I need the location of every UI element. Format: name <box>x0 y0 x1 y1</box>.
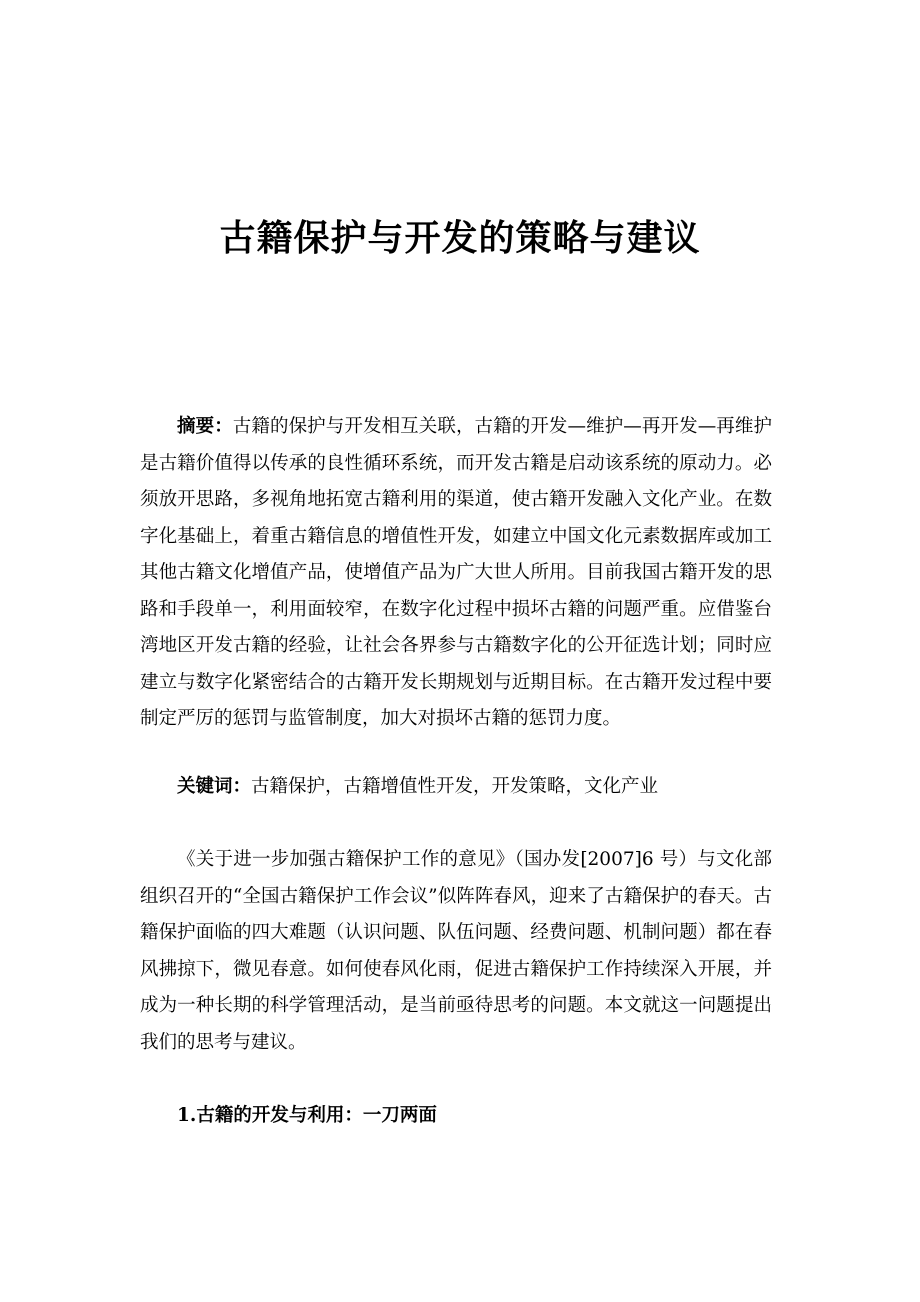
keywords-text: 古籍保护，古籍增值性开发，开发策略，文化产业 <box>251 776 659 797</box>
keywords-paragraph <box>140 769 772 806</box>
section-heading: 1.古籍的开发与利用：一刀两面 <box>177 1105 437 1126</box>
abstract-paragraph <box>140 409 772 738</box>
intro-paragraph: 《关于进一步加强古籍保护工作的意见》（国办发[2007]6 号）与文化部组织召开的“全国古籍保护工作会议”似阵阵春风，迎来了古籍保护的春天。古籍保护面临的四大难题（认识问题、队伍问题、经费问题、机制问题）都在春风拂掠下，微见春意。如何使春风化雨，促进古籍保护工作持续深入开展，并成为一种长期的科学管理活动，是当前亟待思考的问题。本文就这一问题提出我们的思考与建议。 <box>140 849 772 1053</box>
abstract-text: 古籍的保护与开发相互关联，古籍的开发—维护—再开发—再维护是古籍价值得以传承的良性循环系统，而开发古籍是启动该系统的原动力。必须放开思路，多视角地拓宽古籍利用的渠道，使古籍开发融入文化产业。在数字化基础上，着重古籍信息的增值性开发，如建立中国文化元素数据库或加工其他古籍文化增值产品，使增值产品为广大世人所用。目前我国古籍开发的思路和手段单一，利用面较窄，在数字化过程中损坏古籍的问题严重。应借鉴台湾地区开发古籍的经验，让社会各界参与古籍数字化的公开征选计划；同时应建立与数字化紧密结合的古籍开发长期规划与近期目标。在古籍开发过程中要制定严厉的惩罚与监管制度，加大对损坏古籍的惩罚力度。 <box>140 416 772 729</box>
abstract-label: 摘要： <box>177 416 233 437</box>
document-title: 古籍保护与开发的策略与建议 <box>219 217 701 260</box>
keywords-label: 关键词： <box>177 776 252 797</box>
